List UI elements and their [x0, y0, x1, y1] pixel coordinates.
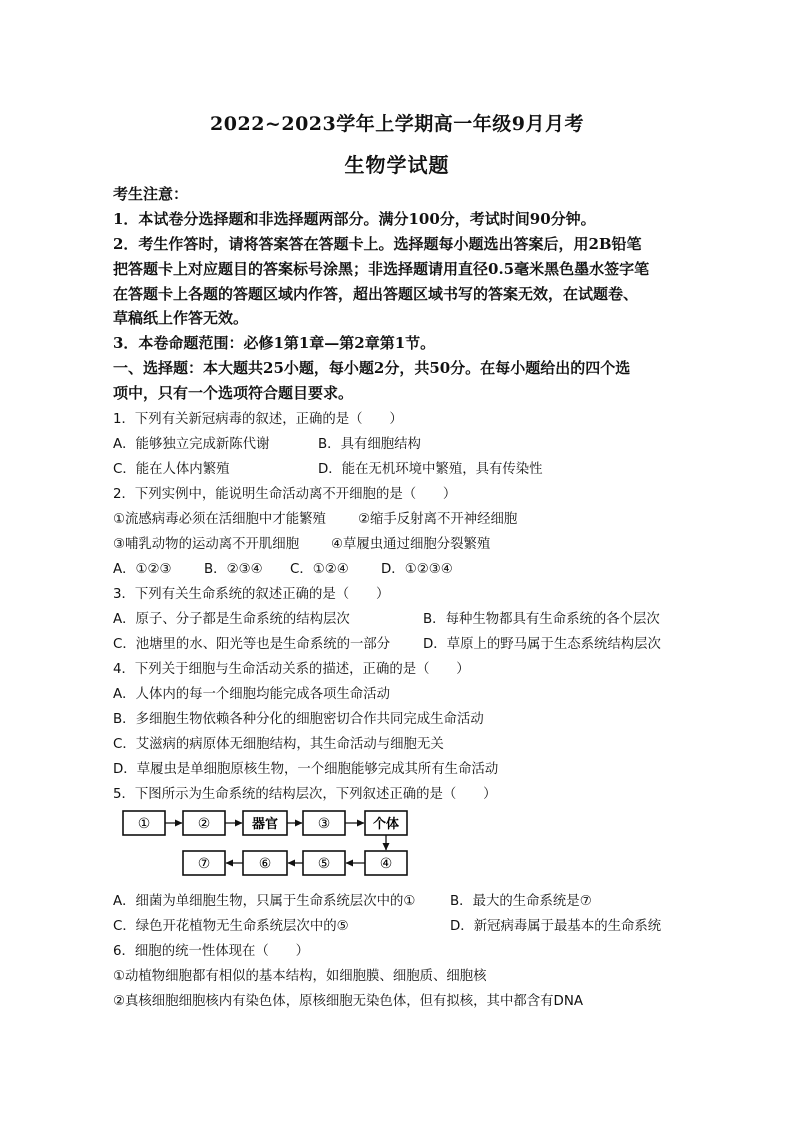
section-heading: 一、选择题：本大题共25小题，每小题2分，共50分。在每小题给出的四个选 — [113, 359, 631, 377]
option-b: B．②③④ — [204, 562, 263, 577]
level-box-organ — [243, 811, 287, 835]
option-d: D．新冠病毒属于最基本的生命系统 — [450, 919, 662, 934]
level-box-individual — [365, 811, 407, 835]
level-label: ⑦ — [197, 856, 211, 872]
option-c: C．①②④ — [290, 562, 349, 577]
subject-title: 生物学试题 — [344, 153, 450, 177]
life-system-levels-diagram — [115, 806, 415, 882]
level-box-7 — [183, 851, 225, 875]
question-stem: 2．下列实例中，能说明生命活动离不开细胞的是（ ） — [113, 487, 457, 502]
exam-title: 2022~2023学年上学期高一年级9月月考 — [210, 113, 584, 135]
level-label: ⑥ — [258, 856, 272, 872]
statement-4: ④草履虫通过细胞分裂繁殖 — [331, 537, 491, 552]
level-label: ① — [137, 816, 151, 832]
question-stem: 6．细胞的统一性体现在（ ） — [113, 944, 309, 959]
question-stem: 4．下列关于细胞与生命活动关系的描述，正确的是（ ） — [113, 662, 470, 677]
option-d: D．草原上的野马属于生态系统结构层次 — [423, 637, 661, 652]
notice-line: 3．本卷命题范围：必修1第1章—第2章第1节。 — [113, 334, 436, 352]
option-b: B．具有细胞结构 — [318, 437, 421, 452]
option-a: A．①②③ — [113, 562, 172, 577]
level-box-5 — [303, 851, 345, 875]
question-stem: 5．下图所示为生命系统的结构层次，下列叙述正确的是（ ） — [113, 787, 497, 802]
option-a: A．人体内的每一个细胞均能完成各项生命活动 — [113, 687, 390, 702]
level-label: ⑤ — [317, 856, 331, 872]
option-c: C．池塘里的水、阳光等也是生命系统的一部分 — [113, 637, 391, 652]
section-heading-cont: 项中，只有一个选项符合题目要求。 — [113, 384, 354, 402]
question-stem: 1．下列有关新冠病毒的叙述，正确的是（ ） — [113, 412, 403, 427]
level-label: ② — [197, 816, 211, 832]
notice-line: 2．考生作答时，请将答案答在答题卡上。选择题每小题选出答案后，用2B铅笔 — [113, 235, 642, 253]
option-b: B．每种生物都具有生命系统的各个层次 — [423, 612, 660, 627]
option-d: D．能在无机环境中繁殖，具有传染性 — [318, 462, 543, 477]
option-c: C．绿色开花植物无生命系统层次中的⑤ — [113, 919, 349, 934]
level-label: ③ — [317, 816, 331, 832]
option-a: A．细菌为单细胞生物，只属于生命系统层次中的① — [113, 894, 416, 909]
statement-3: ③哺乳动物的运动离不开肌细胞 — [113, 537, 300, 552]
question-stem: 3．下列有关生命系统的叙述正确的是（ ） — [113, 587, 390, 602]
level-box-3 — [303, 811, 345, 835]
notice-line: 草稿纸上作答无效。 — [113, 309, 249, 327]
option-b: B．最大的生命系统是⑦ — [450, 894, 592, 909]
option-c: C．艾滋病的病原体无细胞结构，其生命活动与细胞无关 — [113, 737, 444, 752]
notice-line: 把答题卡上对应题目的答案标号涂黑；非选择题请用直径0.5毫米黑色墨水签字笔 — [113, 260, 650, 278]
option-a: A．原子、分子都是生命系统的结构层次 — [113, 612, 350, 627]
level-box-6 — [243, 851, 287, 875]
option-c: C．能在人体内繁殖 — [113, 462, 230, 477]
level-box-1 — [123, 811, 165, 835]
level-label: 器官 — [251, 817, 279, 832]
statement-2: ②真核细胞细胞核内有染色体，原核细胞无染色体，但有拟核，其中都含有DNA — [113, 994, 583, 1009]
level-label: ④ — [379, 856, 393, 872]
notice-line: 在答题卡上各题的答题区域内作答，超出答题区域书写的答案无效，在试题卷、 — [113, 285, 639, 303]
level-box-2 — [183, 811, 225, 835]
option-d: D．①②③④ — [381, 562, 453, 577]
level-box-4 — [365, 851, 407, 875]
notice-line: 1．本试卷分选择题和非选择题两部分。满分100分，考试时间90分钟。 — [113, 210, 596, 228]
option-b: B．多细胞生物依赖各种分化的细胞密切合作共同完成生命活动 — [113, 712, 484, 727]
option-d: D．草履虫是单细胞原核生物，一个细胞能够完成其所有生命活动 — [113, 762, 499, 777]
statement-1: ①流感病毒必须在活细胞中才能繁殖 — [113, 512, 326, 527]
option-a: A．能够独立完成新陈代谢 — [113, 437, 270, 452]
statement-2: ②缩手反射离不开神经细胞 — [358, 512, 518, 527]
level-label: 个体 — [372, 817, 400, 832]
notice-heading: 考生注意： — [113, 185, 189, 203]
statement-1: ①动植物细胞都有相似的基本结构，如细胞膜、细胞质、细胞核 — [113, 969, 487, 984]
